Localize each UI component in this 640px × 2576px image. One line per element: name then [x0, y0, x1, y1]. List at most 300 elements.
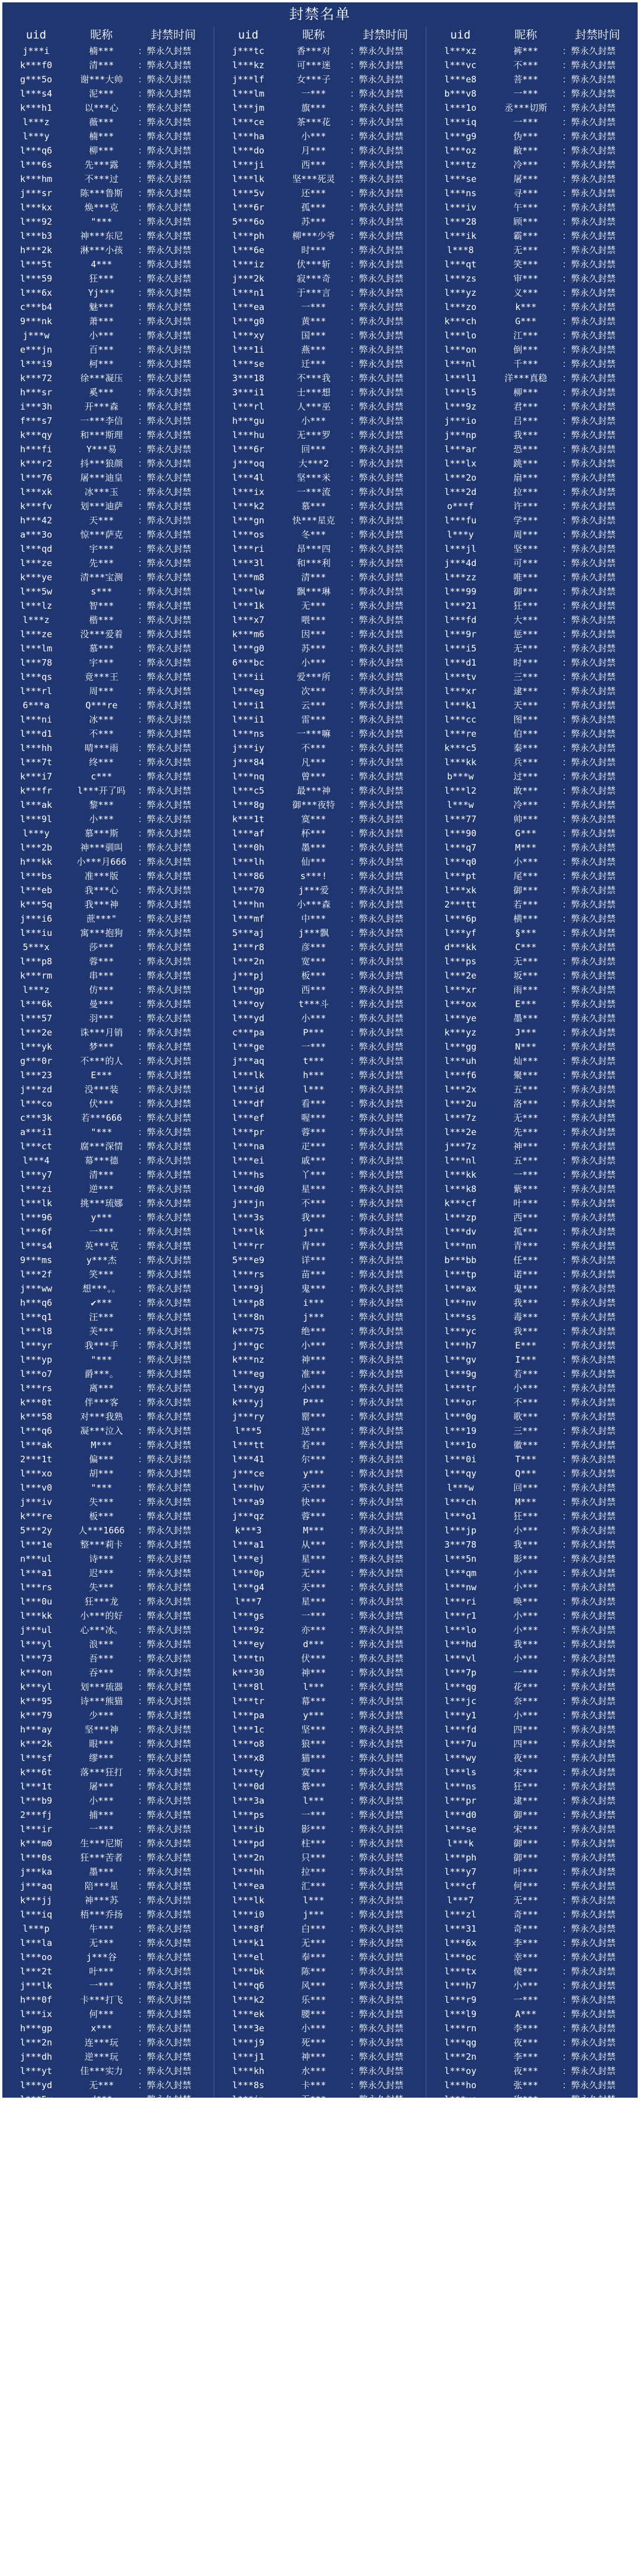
nickname-cell: 白*** [301, 1923, 327, 1934]
nickname-cell: 幕*** [89, 2406, 114, 2418]
uid-cell: l***q6 [232, 1980, 265, 1991]
ban-time-cell: ：弊永久封禁 [562, 273, 616, 284]
uid-cell: k***qy [20, 429, 53, 440]
table-row [215, 2291, 425, 2306]
nickname-cell: 神***驯叫 [80, 842, 123, 853]
table-row [2, 456, 213, 471]
ban-time-cell: ：弊永久封禁 [350, 614, 404, 625]
table-row [215, 826, 425, 840]
ban-time-cell: ：弊永久封禁 [350, 2108, 404, 2119]
uid-cell: l***g4 [232, 1581, 265, 1593]
uid-cell: l***ha [232, 130, 265, 142]
ban-time-cell: ：弊永久封禁 [350, 2293, 404, 2304]
table-row [427, 314, 638, 328]
nickname-cell: 我*** [513, 1539, 539, 1550]
table-row [215, 1324, 425, 1338]
nickname-cell: 小*** [89, 330, 114, 341]
table-row [2, 599, 213, 613]
ban-time-cell: ：弊永久封禁 [137, 2449, 191, 2460]
table-row [427, 1068, 638, 1082]
uid-cell: l***p [23, 1923, 50, 1934]
nickname-cell: M*** [515, 842, 537, 853]
ban-time-cell: ：弊永久封禁 [562, 1069, 616, 1081]
nickname-cell: P*** [515, 2150, 537, 2162]
ban-time-cell: ：弊永久封禁 [562, 2108, 616, 2119]
table-row [427, 2249, 638, 2263]
nickname-cell: 小*** [301, 2236, 327, 2247]
ban-time-cell: ：弊永久封禁 [350, 116, 404, 127]
uid-cell: l***76 [20, 472, 53, 483]
uid-cell: l***2n [232, 1852, 265, 1863]
nickname-cell: 整***莉卡 [80, 1539, 123, 1550]
uid-cell: l***23 [20, 1069, 53, 1081]
uid-cell: l***fa [232, 2122, 265, 2133]
table-row [427, 1850, 638, 1865]
ban-time-cell: ：弊永久封禁 [350, 714, 404, 725]
nickname-cell: 鬼*** [513, 1283, 539, 1294]
table-row [427, 1708, 638, 1722]
ban-time-cell: ：弊永久封禁 [350, 1340, 404, 1351]
ban-time-cell: ：弊永久封禁 [350, 1837, 404, 1849]
table-row [215, 1751, 425, 1765]
ban-time-cell: ：弊永久封禁 [562, 941, 616, 953]
ban-list-block [213, 26, 425, 2517]
nickname-cell: 有*** [513, 2321, 539, 2332]
uid-cell: l***j1 [232, 2051, 265, 2062]
table-row [2, 2405, 213, 2420]
table-row [427, 769, 638, 784]
nickname-cell: 屠***迪皇 [80, 472, 123, 483]
table-row [427, 1509, 638, 1523]
table-row [427, 115, 638, 129]
table-row [2, 2448, 213, 2462]
ban-time-cell: ：弊永久封禁 [350, 2236, 404, 2247]
nickname-cell: 详*** [301, 1254, 327, 1265]
uid-cell: l***at [232, 2236, 265, 2247]
ban-time-cell: ：弊永久封禁 [562, 1709, 616, 1721]
nickname-cell: 凡*** [301, 756, 327, 768]
table-row [427, 1722, 638, 1737]
ban-time-cell: ：弊永久封禁 [562, 899, 616, 910]
ban-time-cell: ：弊永久封禁 [350, 785, 404, 796]
ban-time-cell: ：弊永久封禁 [350, 1069, 404, 1081]
ban-time-cell: ：弊永久封禁 [562, 1027, 616, 1038]
ban-time-cell: ：弊永久封禁 [562, 1809, 616, 1820]
uid-cell: l***gg [444, 1041, 477, 1052]
uid-cell: l***qg [444, 2037, 477, 2048]
table-row [215, 1139, 425, 1153]
uid-cell: l***x8 [232, 1752, 265, 1763]
uid-cell: l***xy [232, 330, 265, 341]
ban-time-cell: ：弊永久封禁 [350, 771, 404, 782]
column-header: 昵称 [514, 28, 537, 41]
ban-time-cell: ：弊永久封禁 [562, 557, 616, 568]
ban-time-cell: ：弊永久封禁 [562, 2535, 616, 2546]
uid-cell: l***yc [444, 2094, 477, 2105]
ban-time-cell: ：弊永久封禁 [350, 1994, 404, 2005]
uid-cell: l***ni [20, 714, 53, 725]
nickname-cell: 学*** [513, 514, 539, 526]
table-row [215, 428, 425, 442]
table-row [2, 1523, 213, 1538]
table-row [215, 613, 425, 627]
nickname-cell: 送*** [301, 1425, 327, 1436]
nickname-cell: 伐*** [89, 2236, 114, 2247]
nickname-cell: 坚*** [301, 2463, 327, 2475]
nickname-cell: 小*** [513, 1624, 539, 1635]
nickname-cell: 竟***王 [84, 671, 119, 682]
ban-time-cell: ：弊永久封禁 [137, 2307, 191, 2318]
uid-cell: k***fv [20, 500, 53, 512]
nickname-cell: 快*** [301, 2264, 327, 2275]
table-row [427, 755, 638, 769]
table-row [2, 2320, 213, 2334]
nickname-cell: 一*** [301, 2435, 327, 2446]
table-row [2, 357, 213, 371]
ban-time-cell: ：弊永久封禁 [562, 2193, 616, 2204]
nickname-cell: 9*** [303, 2378, 325, 2389]
ban-time-cell: ：弊永久封禁 [350, 1965, 404, 1977]
uid-cell: j***ka [20, 1866, 53, 1877]
uid-cell: j***2k [232, 273, 265, 284]
table-row [2, 656, 213, 670]
nickname-cell: 偏*** [89, 1453, 114, 1465]
uid-cell: l***by [232, 2406, 265, 2418]
table-row [427, 1538, 638, 1552]
nickname-cell: 佳***实力 [80, 2065, 123, 2076]
uid-cell: l***tx [444, 1965, 477, 1977]
nickname-cell: 墨*** [513, 1012, 539, 1024]
nickname-cell: 过*** [513, 771, 539, 782]
table-row [215, 2021, 425, 2035]
table-row [427, 1296, 638, 1310]
uid-cell: k***jj [20, 1894, 53, 1906]
table-row [2, 684, 213, 698]
nickname-cell: 坚*** [513, 543, 539, 554]
uid-cell: l***kx [20, 202, 53, 213]
table-row [2, 869, 213, 883]
uid-cell: l***19 [444, 1425, 477, 1436]
ban-time-cell: ：弊永久封禁 [350, 1809, 404, 1820]
uid-cell: l***lo [444, 1624, 477, 1635]
table-row [2, 840, 213, 855]
nickname-cell: 哎*** [301, 2335, 327, 2347]
ban-time-cell: ：弊永久封禁 [137, 1994, 191, 2005]
table-row [215, 1708, 425, 1722]
table-row [2, 641, 213, 656]
ban-time-cell: ：弊永久封禁 [137, 2421, 191, 2432]
table-row [2, 2163, 213, 2178]
uid-cell: l***26 [444, 2179, 477, 2190]
nickname-cell: 逮*** [513, 1795, 539, 1806]
ban-time-cell: ：弊永久封禁 [137, 1468, 191, 1479]
ban-time-cell: ：弊永久封禁 [350, 514, 404, 526]
uid-cell: l***mf [232, 913, 265, 924]
ban-time-cell: ：弊永久封禁 [350, 1596, 404, 1607]
table-row [215, 1950, 425, 1964]
uid-cell: l***lx [444, 458, 477, 469]
nickname-cell: 一*** [89, 1226, 114, 1237]
uid-cell: g***vh [20, 2364, 53, 2375]
nickname-cell: 许*** [513, 2136, 539, 2147]
nickname-cell: 帝*** [89, 2449, 114, 2460]
table-row [2, 1808, 213, 1822]
ban-time-cell: ：弊永久封禁 [137, 315, 191, 327]
nickname-cell: 坚*** [301, 1724, 327, 1735]
table-row [2, 2235, 213, 2249]
ban-time-cell: ：弊永久封禁 [350, 586, 404, 597]
uid-cell: 1***r8 [232, 941, 265, 953]
ban-time-cell: ：弊永久封禁 [562, 1866, 616, 1877]
uid-cell: l***ri [444, 2335, 477, 2347]
uid-cell: l***xo [20, 1468, 53, 1479]
table-row [427, 2363, 638, 2377]
nickname-cell: j***爱 [298, 884, 329, 896]
table-row [427, 656, 638, 670]
uid-cell: 6***a [23, 699, 50, 711]
nickname-cell: 风*** [301, 1980, 327, 1991]
uid-cell: l***xj [232, 2250, 265, 2261]
nickname-cell: 狂*** [513, 1781, 539, 1792]
table-row [215, 44, 425, 58]
table-row [427, 1253, 638, 1267]
table-row [427, 2163, 638, 2178]
nickname-cell: j*** [303, 1226, 325, 1237]
ban-time-cell: ：弊永久封禁 [350, 870, 404, 881]
table-row [2, 1395, 213, 1410]
nickname-cell: 若*** [89, 2350, 114, 2361]
column-header: uid [238, 28, 259, 41]
uid-cell: l***gs [232, 1610, 265, 1621]
table-row [215, 485, 425, 499]
table-row [427, 1523, 638, 1538]
ban-time-cell: ：弊永久封禁 [137, 2335, 191, 2347]
nickname-cell: 神*** [513, 2563, 539, 2574]
uid-cell: l***h7 [444, 1980, 477, 1991]
nickname-cell: 一*** [301, 1809, 327, 1820]
ban-time-cell: ：弊永久封禁 [137, 2037, 191, 2048]
nickname-cell: 不*** [301, 1197, 327, 1209]
table-row [427, 840, 638, 855]
table-row [427, 328, 638, 343]
ban-time-cell: ：弊永久封禁 [137, 429, 191, 440]
nickname-cell: 浪*** [89, 1638, 114, 1650]
nickname-cell: 无*** [513, 1894, 539, 1906]
uid-cell: y***i [447, 2421, 474, 2432]
nickname-cell: 征*** [513, 2535, 539, 2546]
uid-cell: l***2e [20, 1027, 53, 1038]
table-row [215, 58, 425, 72]
ban-time-cell: ：弊永久封禁 [562, 2406, 616, 2418]
nickname-cell: 若*** [513, 899, 539, 910]
table-row [427, 2206, 638, 2220]
nickname-cell: 午*** [513, 202, 539, 213]
uid-cell: i***3h [20, 401, 53, 412]
nickname-cell: 慕*** [301, 2449, 327, 2460]
nickname-cell: 御*** [513, 1809, 539, 1820]
ban-time-cell: ：弊永久封禁 [137, 2065, 191, 2076]
ban-time-cell: ：弊永久封禁 [137, 2051, 191, 2062]
uid-cell: l***pa [232, 1709, 265, 1721]
table-row [427, 456, 638, 471]
uid-cell: l***ak [20, 1439, 53, 1450]
table-row [2, 499, 213, 513]
ban-time-cell: ：弊永久封禁 [137, 472, 191, 483]
nickname-cell: 于***言 [296, 287, 331, 298]
nickname-cell: l*** [515, 2435, 537, 2446]
uid-cell: l***2n [232, 955, 265, 967]
table-row [427, 1907, 638, 1922]
ban-time-cell: ：弊永久封禁 [350, 813, 404, 824]
table-row [427, 2178, 638, 2192]
ban-time-cell: ：弊永久封禁 [562, 1539, 616, 1550]
nickname-cell: C*** [515, 941, 537, 953]
ban-time-cell: ：弊永久封禁 [350, 1667, 404, 1678]
ban-time-cell: ：弊永久封禁 [137, 88, 191, 99]
table-row [215, 2178, 425, 2192]
ban-time-cell: ：弊永久封禁 [137, 1496, 191, 1507]
nickname-cell: 狂*** [89, 273, 114, 284]
table-row [215, 2035, 425, 2050]
table-row [427, 1836, 638, 1850]
nickname-cell: 逆***玩 [84, 2051, 119, 2062]
nickname-cell: 神*** [301, 2051, 327, 2062]
uid-cell: c***b4 [20, 301, 53, 312]
uid-cell: l***0g [444, 1411, 477, 1422]
ban-time-cell: ：弊永久封禁 [137, 386, 191, 398]
nickname-cell: 无*** [513, 955, 539, 967]
table-row [215, 1196, 425, 1210]
uid-cell: j***er [232, 2150, 265, 2162]
table-row [427, 1097, 638, 1111]
nickname-cell: 许*** [513, 500, 539, 512]
table-row [427, 1580, 638, 1594]
nickname-cell: 秦*** [513, 742, 539, 753]
table-row [215, 1779, 425, 1794]
table-row [2, 855, 213, 869]
uid-cell: l***y [447, 529, 474, 540]
table-row [215, 2107, 425, 2121]
table-row [427, 1182, 638, 1196]
uid-cell: l***jf [20, 2350, 53, 2361]
nickname-cell: M*** [515, 1496, 537, 1507]
ban-time-cell: ：弊永久封禁 [137, 1809, 191, 1820]
nickname-cell: 水*** [513, 2463, 539, 2475]
nickname-cell: 可*** [89, 2463, 114, 2475]
nickname-cell: 以***心 [84, 102, 119, 113]
uid-cell: l***3s [232, 1212, 265, 1223]
uid-cell: l***ty [232, 1766, 265, 1778]
nickname-cell: 坚*** [301, 2136, 327, 2147]
table-row [215, 1068, 425, 1082]
uid-cell: l***ir [20, 1823, 53, 1834]
uid-cell: l***fd [444, 1724, 477, 1735]
table-row [215, 2348, 425, 2363]
ban-time-cell: ：弊永久封禁 [350, 1980, 404, 1991]
table-row [427, 2277, 638, 2291]
table-row [2, 2348, 213, 2363]
nickname-cell: 雷*** [301, 714, 327, 725]
ban-time-cell: ：弊永久封禁 [562, 1055, 616, 1066]
uid-cell: j***aq [20, 1880, 53, 1891]
nickname-cell: x*** [91, 2022, 113, 2034]
ban-time-cell: ：弊永久封禁 [350, 884, 404, 896]
table-row [427, 641, 638, 656]
ban-time-cell: ：弊永久封禁 [350, 2179, 404, 2190]
table-row [427, 1353, 638, 1367]
ban-time-cell: ：弊永久封禁 [350, 472, 404, 483]
table-row [427, 1011, 638, 1025]
ban-time-cell: ：弊永久封禁 [137, 287, 191, 298]
uid-cell: l***6s [20, 159, 53, 170]
table-row [215, 101, 425, 115]
nickname-cell: 狂*** [513, 1510, 539, 1522]
ban-time-cell: ：弊永久封禁 [137, 244, 191, 255]
uid-cell: l***rm [20, 2122, 53, 2133]
table-row [215, 1765, 425, 1779]
table-row [427, 428, 638, 442]
table-row [215, 129, 425, 143]
uid-cell: l***y [23, 827, 50, 839]
uid-cell: l***9g [444, 1368, 477, 1379]
nickname-cell: 拉*** [301, 1866, 327, 1877]
uid-cell: l***w [447, 1482, 474, 1493]
ban-time-cell: ：弊永久封禁 [562, 1596, 616, 1607]
ban-time-cell: ：弊永久封禁 [350, 1226, 404, 1237]
ban-time-cell: ：弊永久封禁 [350, 2150, 404, 2162]
uid-cell: l***lk [232, 173, 265, 184]
ban-time-cell: ：弊永久封禁 [562, 1212, 616, 1223]
table-row [215, 983, 425, 997]
ban-time-cell: ：弊永久封禁 [562, 1667, 616, 1678]
table-row [2, 243, 213, 257]
ban-time-cell: ：弊永久封禁 [350, 1795, 404, 1806]
ban-time-cell: ：弊永久封禁 [562, 2207, 616, 2219]
ban-time-cell: ：弊永久封禁 [350, 88, 404, 99]
nickname-cell: 仙*** [301, 856, 327, 867]
table-row [2, 556, 213, 570]
table-row [2, 1381, 213, 1395]
nickname-cell: 不*** [513, 1396, 539, 1408]
nickname-cell: 黎*** [89, 799, 114, 810]
ban-time-cell: ：弊永久封禁 [137, 1880, 191, 1891]
ban-time-cell: ：弊永久封禁 [137, 1183, 191, 1194]
uid-cell: l***1k [232, 600, 265, 611]
nickname-cell: 清*** [89, 1169, 114, 1180]
table-row [215, 499, 425, 513]
nickname-cell: 五*** [513, 2335, 539, 2347]
ban-time-cell: ：弊永久封禁 [350, 1610, 404, 1621]
uid-cell: l***k [447, 1837, 474, 1849]
ban-time-cell: ：弊永久封禁 [562, 1923, 616, 1934]
ban-time-cell: ：弊永久封禁 [350, 2022, 404, 2034]
table-row [2, 1936, 213, 1950]
table-row [2, 200, 213, 215]
uid-cell: 2***tt [444, 899, 477, 910]
nickname-cell: 花*** [513, 1681, 539, 1692]
nickname-cell: 人***1666 [78, 1524, 125, 1536]
table-row [215, 1808, 425, 1822]
nickname-cell: 柳***少爷 [292, 230, 335, 241]
nickname-cell: 我*** [513, 2392, 539, 2404]
ban-time-cell: ：弊永久封禁 [137, 2236, 191, 2247]
ban-time-cell: ：弊永久封禁 [137, 458, 191, 469]
ban-time-cell: ：弊永久封禁 [350, 529, 404, 540]
ban-time-cell: ：弊永久封禁 [350, 458, 404, 469]
uid-cell: l***lq [20, 2435, 53, 2446]
ban-time-cell: ：弊永久封禁 [562, 2250, 616, 2261]
table-row [215, 1452, 425, 1466]
